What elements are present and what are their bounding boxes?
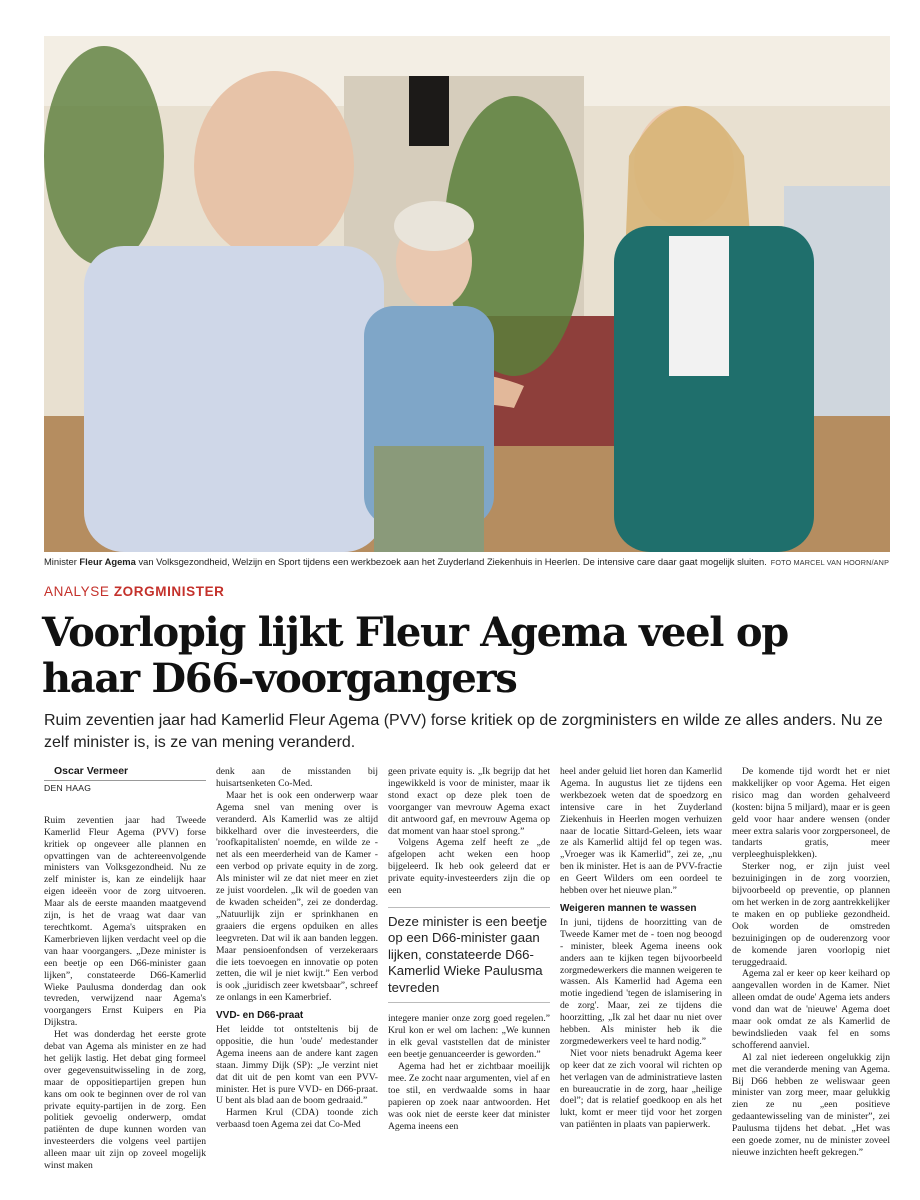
paragraph: Volgens Agema zelf heeft ze „de afgelopen acht weken een hoop bijgeleerd. Ik heb ook geleerd dat er private equity-investeerders zijn die op een (388, 837, 550, 897)
photo-caption (44, 556, 890, 569)
column-1 (44, 766, 206, 1190)
paragraph: In juni, tijdens de hoorzitting van de Tweede Kamer met de - toen nog beoogd - minister, bleek Agema ineens ook anders aan te kijken tegen bijvoorbeeld zorgmedewerkers die mannen weigeren te wassen. Als Kamerlid had Agema een motie ingediend 'tegen de islamisering in de zorg'. Maar, zei ze tijdens die hoorzitting, „Ik zal het daar nu niet over hebben. Als minister heb ik die zorgmedewerkers veel te hard nodig.” (560, 916, 722, 1047)
kicker-section: ANALYSE (44, 584, 114, 599)
paragraph: Het leidde tot ontsteltenis bij de oppositie, die hun 'oude' medestander Agema ineens aan de andere kant zagen staan. Jimmy Dijk (SP): „Je verzint niet dat dit uit de pen komt van een PVV-minister. Het is pure VVD- en D66-praat. U bent als blad aan de boom gedraaid.” (216, 1024, 378, 1107)
photo-illustration (44, 36, 890, 552)
pull-quote: Deze minister is een beetje op een D66-minister gaan lijken, constateerde D66-Kamerlid Wieke Paulusma tevreden (388, 907, 550, 1004)
standfirst: Ruim zeventien jaar had Kamerlid Fleur Agema (PVV) forse kritiek op de zorgministers en wilde ze alles anders. Nu ze zelf minister is, is ze van mening veranderd. (44, 712, 883, 751)
section-kicker (44, 584, 225, 599)
paragraph: Het was donderdag het eerste grote debat van Agema als minister en ze had het gelijk lastig. Het debat ging formeel over gegevensuitwisseling in de zorg, maar de oppositiepartijen grepen hun kans om ook te beginnen over de rol van private equity-partijen in de zorg. Een politiek gevoelig onderwerp, omdat patiënten de dupe kunnen worden van investeerders die volgens veel partijen alleen maar uit zijn op zoveel mogelijk winst maken (44, 1029, 206, 1172)
caption-prefix: Minister (44, 556, 80, 567)
column-3 (388, 766, 550, 1190)
caption-text: van Volksgezondheid, Welzijn en Sport tijdens een werkbezoek aan het Zuyderland Ziekenhuis in Heerlen. De intensive care daar gaat mogelijk sluiten. (135, 556, 767, 567)
paragraph: Agema had het er zichtbaar moeilijk mee. Ze zocht naar argumenten, viel af en toe stil, en verdwaalde soms in haar papieren op zoek naar antwoorden. Het was ook niet de eerste keer dat minister Agema ineens een (388, 1061, 550, 1132)
paragraph: Maar het is ook een onderwerp waar Agema snel van mening over is veranderd. Als Kamerlid was ze altijd bikkelhard over die investeerders, die 'roofkapitalisten' noemde, en wilde ze - net als een meerderheid van de Kamer - een verbod op private equity in de zorg. Als minister wil ze dat niet meer en ziet ze juist voordelen. „Ik wil de goeden van de kwaden scheiden”, zei ze donderdag. „Natuurlijk zijn er sprinkhanen en graaiers die ergens opduiken en alles leegvreten. Dat wil ik aan banden leggen. Maar pensioenfondsen of verzekeraars die iets toevoegen en innovatie op poten zetten, die wil je niet kwijt.” Een verbod is ook „juridisch zeer kwetsbaar”, schreef ze onlangs in een Kamerbrief. (216, 789, 378, 1004)
caption-name: Fleur Agema (79, 556, 136, 567)
paragraph: Ruim zeventien jaar had Tweede Kamerlid Fleur Agema (PVV) forse kritiek op ongeveer alle plannen en opvattingen van de achtereenvolgende ministers van Volksgezondheid. Nu ze zelf minister is, kan ze eindelijk haar eigen ideeën voor de zorg uitvoeren. Maar als de eerste maanden maatgevend zijn, is het de vraag wat daar van terechtkomt. Agema's uitspraken en Kamerbrieven lijken verdacht veel op die van haar voorgangers. „Deze minister is een beetje op een D66-minister gaan lijken”, constateerde D66-Kamerlid Wieke Paulusma donderdag dan ook tevreden, verwijzend naar Agema's voorgangers Ernst Kuipers en Pia Dijkstra. (44, 814, 206, 1029)
subheading: Weigeren mannen te wassen (560, 902, 697, 914)
photo-credit: FOTO MARCEL VAN HOORN/ANP (770, 558, 890, 567)
article-photo (44, 36, 890, 552)
byline-author: Oscar Vermeer (54, 766, 129, 777)
paragraph: geen private equity is. „Ik begrijp dat het ingewikkeld is voor de minister, maar ik stond exact op deze plek toen de voorganger van mevrouw Agema exact dit antwoord gaf, en mevrouw Agema op dat moment van haar stoel sprong.” (388, 766, 550, 837)
paragraph: integere manier onze zorg goed regelen.” Krul kon er wel om lachen: „We kunnen in elk geval vaststellen dat de minister een beetje genuanceerder is geworden.” (388, 1013, 550, 1061)
column-4 (560, 766, 722, 1190)
kicker-topic: ZORGMINISTER (113, 584, 225, 599)
paragraph: denk aan de misstanden bij huisartsenketen Co-Med. (216, 766, 378, 789)
column-5 (732, 766, 890, 1190)
headline: Voorlopig lijkt Fleur Agema veel op haar D66-voorgangers (42, 609, 788, 702)
column-2 (216, 766, 378, 1190)
paragraph: Harmen Krul (CDA) toonde zich verbaasd toen Agema zei dat Co-Med (216, 1107, 378, 1131)
paragraph: Sterker nog, er zijn juist veel bezuinigingen in de zorg voorzien, bijvoorbeeld op preventie, op plannen om het werken in de zorg aantrekkelijker te maken en op publieke gezondheid. Ook worden de omstreden bezuinigingen op de ouderenzorg voor de komende jaren voorlopig niet teruggedraaid. (732, 861, 890, 968)
byline-place: DEN HAAG (44, 780, 206, 795)
subheading: VVD- en D66-praat (216, 1010, 304, 1022)
paragraph: De komende tijd wordt het er niet makkelijker op voor Agema. Het eigen risico mag dan worden gehalveerd (kosten: bijna 5 miljard), maar er is geen geld voor haar andere wensen (onder meer extra salaris voor zorgpersoneel, de tandarts gratis, meer verpleeghuisplekken). (732, 766, 890, 861)
paragraph: Agema zal er keer op keer keihard op aangevallen worden in de Kamer. Niet alleen omdat de oude' Agema iets anders vond dan wat de 'nieuwe' Agema doet maar ook omdat ze als Kamerlid de bewindslieden vaak fel en soms schofferend aanviel. (732, 968, 890, 1051)
article-body (44, 766, 890, 1190)
paragraph: heel ander geluid liet horen dan Kamerlid Agema. In augustus liet ze tijdens een werkbezoek weten dat de spoedzorg en intensive care in het Zuyderland Ziekenhuis in Heerlen mogen verhuizen naar de locatie Sittard-Geleen, iets waar ze als Kamerlid altijd fel op tegen was. „Vroeger was ik Kamerlid”, zei ze, „nu ben ik minister. Het is aan de PVV-fractie en Geert Wilders om een oordeel te hebben over het nieuwe plan.” (560, 766, 722, 897)
paragraph: Al zal niet iedereen ongelukkig zijn met die veranderde mening van Agema. Bij D66 hebben ze weliswaar geen minister van zorg meer, maar gelukkig zien ze nu „een positieve gedaantewisseling van de minister”, zei Paulusma tijdens het debat. „Het was een goede zomer, nu de minister zoveel nieuwe inzichten heeft gekregen.” (732, 1051, 890, 1158)
paragraph: Niet voor niets benadrukt Agema keer op keer dat ze zich vooral wil richten op het verlagen van de administratieve lasten en bureaucratie in de zorg, haar „heilige doel”; dat is relatief goedkoop en als het lukt, komt er meer tijd voor het zorgen van patiënten in plaats van papierwerk. (560, 1047, 722, 1131)
